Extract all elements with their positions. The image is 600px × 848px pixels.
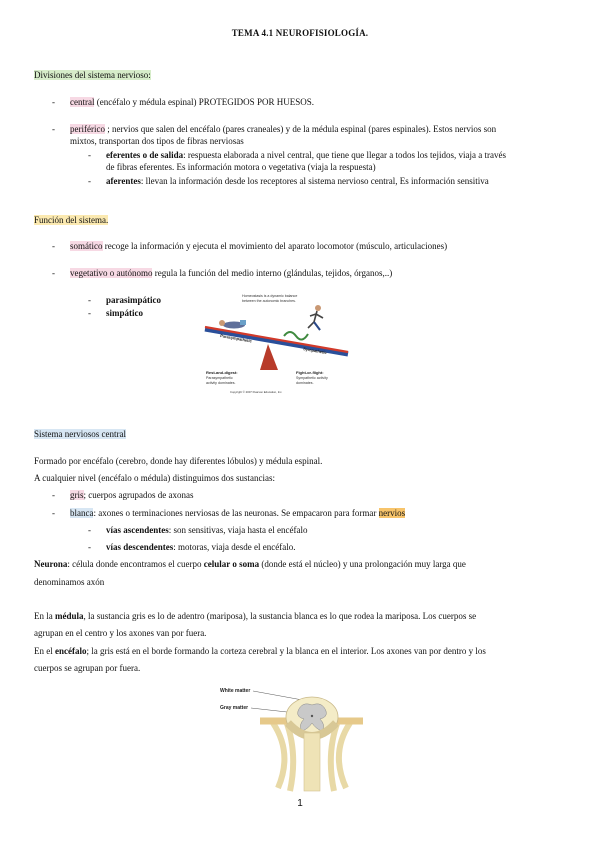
label-parasympathetic: Parasympathetic [219, 333, 253, 344]
fulcrum [260, 344, 278, 370]
spinal-cord-illustration [218, 683, 368, 793]
item-eferentes-line2: de fibras eferentes. Es información motora o vegetativa (viaja la respuesta) [106, 162, 376, 172]
item-vegetativo: vegetativo o autónomo regula la función del medio interno (glándulas, tejidos, órganos,..) [70, 268, 393, 278]
item-aferentes: aferentes: llevan la información desde los receptores al sistema nervioso central, Es información sensitiva [106, 176, 489, 186]
bullet-dash: - [52, 97, 55, 107]
section-heading-snc: Sistema nerviosos central [34, 429, 126, 439]
page-number: 1 [297, 798, 303, 809]
item-simpatico: simpático [106, 308, 143, 318]
bullet-dash: - [52, 124, 55, 134]
sub-bullet: - [88, 308, 91, 318]
item-vias-descendentes: vías descendentes: motoras, viaja desde el encéfalo. [106, 542, 296, 552]
label-sympathetic: Sympathetic [302, 346, 328, 356]
neurona-definition-line2: denominamos axón [34, 577, 105, 587]
spinal-cord-figure [218, 683, 368, 793]
section-heading-funcion: Función del sistema. [34, 215, 109, 225]
encefalo-paragraph-line2: cuerpos se agrupan por fuera. [34, 663, 141, 673]
sub-bullet: - [88, 542, 91, 552]
snc-line1: Formado por encéfalo (cerebro, donde hay diferentes lóbulos) y médula espinal. [34, 456, 323, 466]
item-blanca: blanca: axones o terminaciones nerviosas de las neuronas. Se empacaron para formar nervios [70, 508, 406, 518]
section-heading-divisiones: Divisiones del sistema nervioso: [34, 70, 151, 80]
bullet-dash: - [52, 508, 55, 518]
item-eferentes: eferentes o de salida: respuesta elaborada a nivel central, que tiene que llegar a todos los tejidos, viaja a través [106, 150, 506, 160]
neurona-definition: Neurona: célula donde encontramos el cuerpo celular o soma (donde está el núcleo) y una prolongación muy larga que [34, 559, 466, 569]
label-gray-matter: Gray matter [220, 705, 249, 711]
encefalo-paragraph: En el encéfalo; la gris está en el borde formando la corteza cerebral y la blanca en el interior. Los axones van por dentro y los [34, 646, 486, 656]
item-somatico: somático recoge la información y ejecuta el movimiento del aparato locomotor (músculo, articulaciones) [70, 241, 448, 251]
figure1-caption-2: between the autonomic branches. [242, 299, 296, 303]
figure1-copyright: Copyright © 2007 Pearson Education, Inc. [230, 390, 283, 394]
sub-bullet: - [88, 295, 91, 305]
item-periferico: periférico ; nervios que salen del encéfalo (pares craneales) y de la médula espinal (pares espinales). Estos nervios son [70, 124, 497, 134]
item-gris: gris; cuerpos agrupados de axonas [70, 490, 194, 500]
bullet-dash: - [52, 241, 55, 251]
snake-drawing [284, 332, 308, 340]
item-periferico-line2: mixtos, transportan dos tipos de fibras nerviosas [70, 136, 244, 146]
label-white-matter: White matter [220, 688, 251, 694]
seesaw-illustration [200, 288, 353, 398]
medula-paragraph-line2: agrupan en el centro y los axones van por fuera. [34, 628, 207, 638]
note-left-3: activity dominates. [206, 381, 236, 385]
note-right-1: Fight-or-flight: [296, 370, 324, 375]
autonomic-balance-figure [200, 288, 353, 398]
note-right-3: dominates. [296, 381, 314, 385]
page-title: TEMA 4.1 NEUROFISIOLOGÍA. [231, 28, 369, 38]
note-left-2: Parasympathetic [206, 376, 233, 380]
sub-bullet: - [88, 176, 91, 186]
bullet-dash: - [52, 490, 55, 500]
sub-bullet: - [88, 150, 91, 160]
running-man-drawing [308, 305, 323, 330]
item-vias-ascendentes: vías ascendentes: son sensitivas, viaja hasta el encéfalo [106, 525, 308, 535]
bullet-dash: - [52, 268, 55, 278]
note-right-2: Sympathetic activity [296, 376, 328, 380]
sub-bullet: - [88, 525, 91, 535]
resting-person-drawing [219, 320, 246, 329]
medula-paragraph: En la médula, la sustancia gris es lo de adentro (mariposa), la sustancia blanca es lo que rodea la mariposa. Los cuerpos se [34, 611, 477, 621]
figure1-caption-1: Homeostasis is a dynamic balance [242, 294, 298, 298]
snc-line2: A cualquier nivel (encéfalo o médula) distinguimos dos sustancias: [34, 473, 275, 483]
item-central: central (encéfalo y médula espinal) PROTEGIDOS POR HUESOS. [70, 97, 314, 107]
note-left-1: Rest-and-digest: [206, 370, 238, 375]
item-parasimpatico: parasimpático [106, 295, 161, 305]
